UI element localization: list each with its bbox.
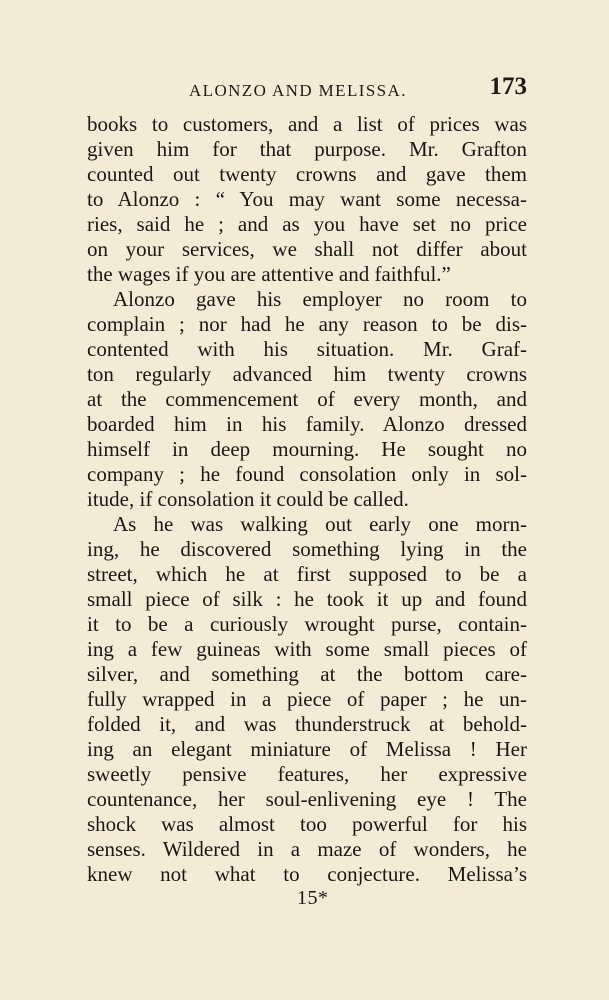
text-line: counted out twenty crowns and gave them	[87, 162, 527, 186]
text-line: senses. Wildered in a maze of wonders, he	[87, 837, 527, 861]
text-line: itude, if consolation it could be called.	[87, 487, 409, 511]
text-line: to Alonzo : “ You may want some necessa-	[87, 187, 527, 211]
paragraph-start-line: As he was walking out early one morn-	[113, 512, 527, 536]
text-line: countenance, her soul-enlivening eye ! The	[87, 787, 527, 811]
text-line: on your services, we shall not differ about	[87, 237, 527, 261]
text-line: contented with his situation. Mr. Graf-	[87, 337, 527, 361]
text-line: boarded him in his family. Alonzo dressed	[87, 412, 527, 436]
text-line: ing an elegant miniature of Melissa ! Her	[87, 737, 527, 761]
text-line: folded it, and was thunderstruck at behold-	[87, 712, 527, 736]
text-line: the wages if you are attentive and faithful.”	[87, 262, 451, 286]
text-line: ing, he discovered something lying in the	[87, 537, 527, 561]
text-line: complain ; nor had he any reason to be dis-	[87, 312, 527, 336]
text-line: street, which he at first supposed to be a	[87, 562, 527, 586]
text-line: small piece of silk : he took it up and found	[87, 587, 527, 611]
printer-signature-mark: 15*	[297, 887, 329, 909]
page-number: 173	[489, 73, 527, 100]
text-line: at the commencement of every month, and	[87, 387, 527, 411]
text-line: it to be a curiously wrought purse, contain-	[87, 612, 527, 636]
text-line: books to customers, and a list of prices was	[87, 112, 527, 136]
text-line: himself in deep mourning. He sought no	[87, 437, 527, 461]
text-line: given him for that purpose. Mr. Grafton	[87, 137, 527, 161]
page-header	[189, 73, 529, 107]
text-line: ton regularly advanced him twenty crowns	[87, 362, 527, 386]
text-line: knew not what to conjecture. Melissa’s	[87, 862, 527, 886]
text-line: fully wrapped in a piece of paper ; he un-	[87, 687, 527, 711]
paragraph-start-line: Alonzo gave his employer no room to	[113, 287, 527, 311]
text-line: shock was almost too powerful for his	[87, 812, 527, 836]
text-line: ries, said he ; and as you have set no price	[87, 212, 527, 236]
text-line: ing a few guineas with some small pieces of	[87, 637, 527, 661]
text-line: silver, and something at the bottom care-	[87, 662, 527, 686]
body-text	[87, 112, 527, 887]
running-title: ALONZO AND MELISSA.	[189, 81, 407, 100]
text-line: company ; he found consolation only in sol-	[87, 462, 527, 486]
text-line: sweetly pensive features, her expressive	[87, 762, 527, 786]
